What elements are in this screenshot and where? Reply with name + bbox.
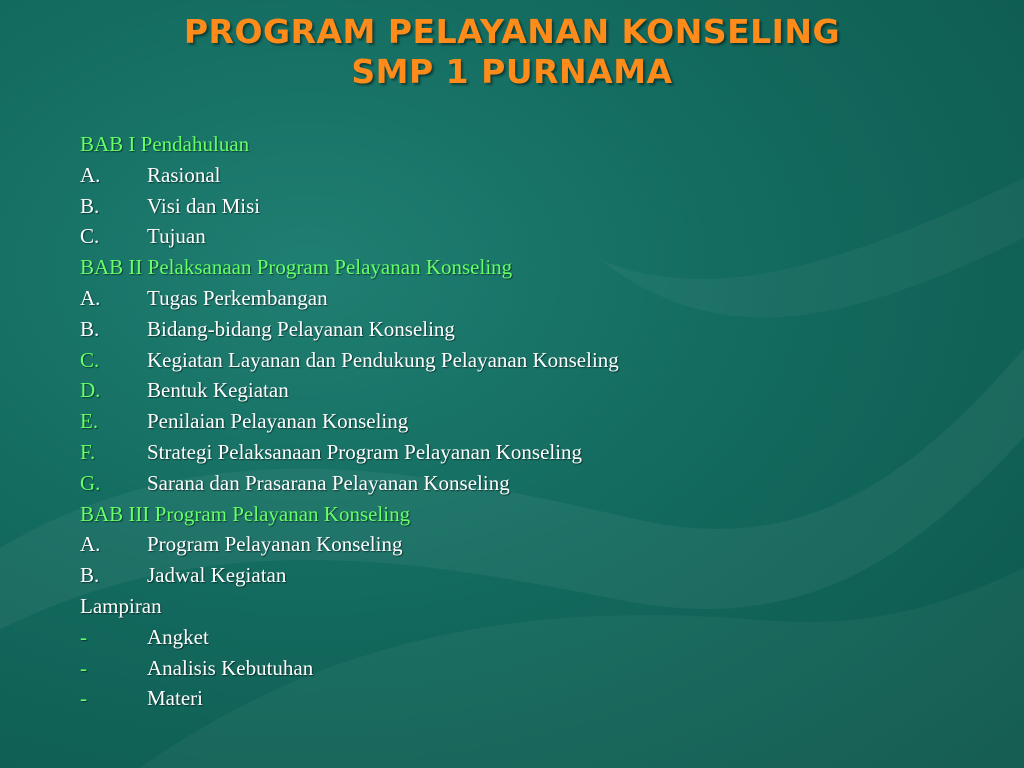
outline-item-text: Analisis Kebutuhan	[147, 655, 314, 680]
outline-item-marker: B.	[80, 563, 100, 588]
outline-item-text: Visi dan Misi	[147, 193, 261, 218]
outline-item	[80, 283, 980, 314]
outline-item-marker: F.	[80, 439, 96, 464]
outline-item-text: Angket	[147, 624, 209, 649]
outline-item	[80, 560, 980, 591]
outline-heading-text: BAB II Pelaksanaan Program Pelayanan Konseling	[80, 255, 513, 280]
outline-item	[80, 529, 980, 560]
outline-item	[80, 345, 980, 376]
outline-item-text: Rasional	[147, 162, 221, 187]
outline-item	[80, 191, 980, 222]
outline-item-text: Tugas Perkembangan	[147, 285, 328, 310]
outline-heading	[80, 252, 980, 283]
outline-item-marker: -	[80, 686, 87, 711]
outline-item-marker: C.	[80, 347, 100, 372]
outline-item-marker: -	[80, 624, 87, 649]
outline-item-text: Bidang-bidang Pelayanan Konseling	[147, 316, 455, 341]
outline-item-marker: B.	[80, 316, 100, 341]
outline-item-text: Materi	[147, 686, 203, 711]
slide-title	[0, 12, 1024, 92]
outline-item-text: Program Pelayanan Konseling	[147, 532, 403, 557]
slide-title-line-1: PROGRAM PELAYANAN KONSELING	[183, 12, 841, 51]
outline-item-text: Bentuk Kegiatan	[147, 378, 289, 403]
outline-item	[80, 314, 980, 345]
outline-item-text: Penilaian Pelayanan Konseling	[147, 409, 409, 434]
outline-item-marker: A.	[80, 285, 101, 310]
outline-item-marker: E.	[80, 409, 99, 434]
outline-heading	[80, 499, 980, 530]
outline-item-marker: A.	[80, 532, 101, 557]
outline-item-marker: C.	[80, 224, 100, 249]
outline-item	[80, 437, 980, 468]
outline-item-text: Jadwal Kegiatan	[147, 563, 287, 588]
outline-item	[80, 221, 980, 252]
outline-item	[80, 160, 980, 191]
outline-item	[80, 622, 980, 653]
slide-title-line-2: SMP 1 PURNAMA	[351, 52, 673, 91]
outline-item-marker: B.	[80, 193, 100, 218]
outline-item-text: Sarana dan Prasarana Pelayanan Konseling	[147, 470, 510, 495]
outline-heading-text: BAB I Pendahuluan	[80, 132, 250, 156]
outline-item	[80, 406, 980, 437]
outline-item-text: Tujuan	[147, 224, 206, 249]
outline-list	[80, 129, 980, 714]
outline-item-marker: D.	[80, 378, 101, 403]
outline-heading-text: BAB III Program Pelayanan Konseling	[80, 501, 411, 526]
outline-heading-text: Lampiran	[80, 593, 162, 618]
outline-item	[80, 683, 980, 714]
outline-item	[80, 653, 980, 684]
outline-item-text: Strategi Pelaksanaan Program Pelayanan Konseling	[147, 439, 583, 464]
outline-item-marker: -	[80, 655, 87, 680]
outline-heading	[80, 591, 980, 622]
outline-item-marker: G.	[80, 470, 101, 495]
outline-item-text: Kegiatan Layanan dan Pendukung Pelayanan Konseling	[147, 347, 619, 372]
outline-heading	[80, 129, 980, 160]
outline-item	[80, 468, 980, 499]
outline-item	[80, 375, 980, 406]
outline-item-marker: A.	[80, 162, 101, 187]
